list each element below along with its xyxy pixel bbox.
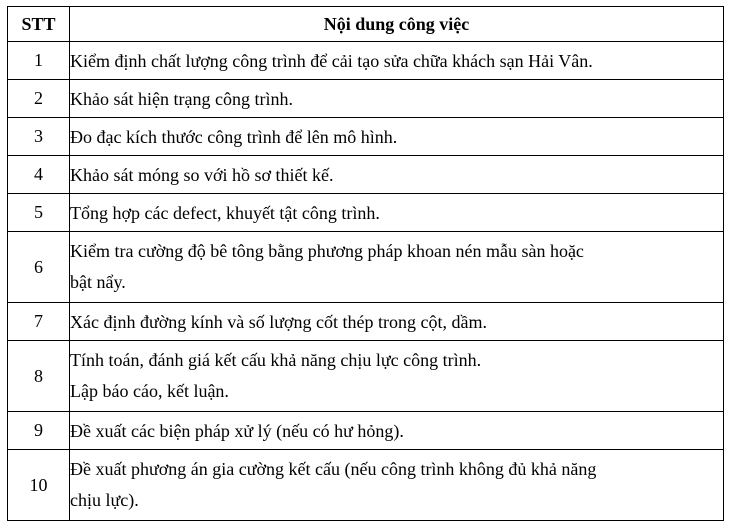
row-number: 2 (8, 80, 70, 118)
row-content (70, 194, 724, 232)
header-content: Nội dung công việc (70, 7, 724, 42)
table-row (8, 194, 724, 232)
row-number: 10 (8, 450, 70, 521)
row-content-line: Kiểm định chất lượng công trình để cải tạo sửa chữa khách sạn Hải Vân. (70, 50, 593, 71)
row-content-line: Đo đạc kích thước công trình để lên mô hình. (70, 126, 398, 147)
row-content-line: Xác định đường kính và số lượng cốt thép trong cột, dầm. (70, 311, 487, 332)
row-content-line: Kiểm tra cường độ bê tông bằng phương pháp khoan nén mẫu sàn hoặc (70, 241, 584, 261)
work-items-table (7, 6, 724, 521)
row-content (70, 450, 724, 521)
row-content (70, 412, 724, 450)
row-content-line: Tính toán, đánh giá kết cấu khả năng chịu lực công trình. (70, 350, 482, 370)
table-row (8, 303, 724, 341)
row-number: 3 (8, 118, 70, 156)
row-content-line: Lập báo cáo, kết luận. (70, 381, 229, 401)
row-number: 9 (8, 412, 70, 450)
row-number: 1 (8, 42, 70, 80)
table-row (8, 412, 724, 450)
table-row (8, 232, 724, 303)
row-number: 4 (8, 156, 70, 194)
row-content (70, 303, 724, 341)
table-row (8, 156, 724, 194)
row-content-line: Đề xuất phương án gia cường kết cấu (nếu công trình không đủ khả năng (70, 459, 597, 479)
row-content-line: Đề xuất các biện pháp xử lý (nếu có hư hỏng). (70, 420, 404, 441)
table-header-row (8, 7, 724, 42)
table-row (8, 42, 724, 80)
table-row (8, 80, 724, 118)
row-content (70, 118, 724, 156)
table-row (8, 118, 724, 156)
row-number: 5 (8, 194, 70, 232)
row-content (70, 80, 724, 118)
table-row (8, 341, 724, 412)
row-content-line: Khảo sát móng so với hồ sơ thiết kế. (70, 164, 334, 185)
row-content-line: bật nẩy. (70, 272, 126, 292)
row-content-line: Khảo sát hiện trạng công trình. (70, 88, 293, 109)
row-content (70, 156, 724, 194)
row-number: 6 (8, 232, 70, 303)
row-number: 8 (8, 341, 70, 412)
row-content (70, 341, 724, 412)
row-content-line: Tổng hợp các defect, khuyết tật công trình. (70, 202, 380, 223)
row-content (70, 42, 724, 80)
row-number: 7 (8, 303, 70, 341)
row-content (70, 232, 724, 303)
header-stt: STT (8, 7, 70, 42)
row-content-line: chịu lực). (70, 490, 139, 510)
table-row (8, 450, 724, 521)
